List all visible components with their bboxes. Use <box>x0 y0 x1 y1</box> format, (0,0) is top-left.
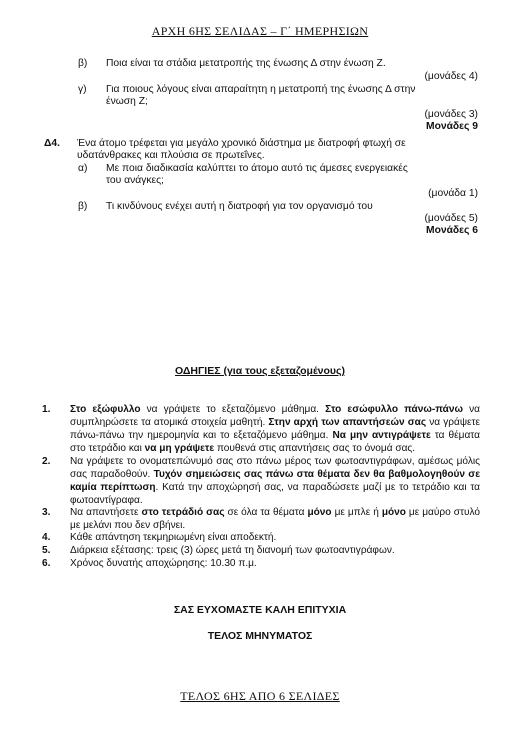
instruction-text-part: . Κατά την αποχώρησή σας, να παραδώσετε μαζί με το τετράδιο και τα φωτοαντίγραφα. <box>70 482 480 506</box>
end-of-message: ΤΕΛΟΣ ΜΗΝΥΜΑΤΟΣ <box>207 630 313 642</box>
instruction-text-part: μόνο <box>381 507 406 518</box>
instruction-text <box>70 455 480 507</box>
instruction-text-part: Να απαντήσετε <box>70 507 142 518</box>
d4-a-label: α) <box>78 163 88 174</box>
d4-b-label: β) <box>78 201 88 212</box>
instruction-text-part: Στο εξώφυλλο <box>70 404 141 415</box>
instruction-text-part: να συμπληρώσετε τα ατομικά στοιχεία μαθητή. <box>70 404 480 428</box>
instruction-text-part: με μαύρο στυλό με μελάνι που δεν σβήνει. <box>70 507 481 531</box>
instruction-text-part: με μπλε ή <box>331 507 382 518</box>
d4-a-text-2: του ανάγκες; <box>106 175 164 186</box>
question-c-text-1: Για ποιους λόγους είναι απαραίτητη η μετατροπή της ένωσης Δ στην <box>106 84 416 95</box>
instruction-text-part: Να μην αντιγράψετε <box>332 430 431 441</box>
instruction-text-part: να μη γράψετε <box>144 443 215 454</box>
instruction-number: 3. <box>42 507 51 518</box>
instruction-text-part: να γράψετε το εξεταζόμενο μάθημα. <box>140 404 326 415</box>
d4-b-text: Τι κινδύνους ενέχει αυτή η διατροφή για τον οργανισμό του <box>106 201 373 212</box>
instruction-number: 4. <box>42 532 51 543</box>
instruction-text-part: Στην αρχή των απαντήσεών σας <box>268 417 427 428</box>
d4-b-marks: (μονάδες 5) <box>424 213 478 224</box>
instruction-text-part: μόνο <box>307 507 332 518</box>
instruction-number: 5. <box>42 545 51 556</box>
question-c-label: γ) <box>78 84 87 95</box>
d4-text-2: υδατάνθρακες και πλούσια σε πρωτεΐνες. <box>77 150 265 161</box>
question-b-label: β) <box>78 58 88 69</box>
instruction-number: 1. <box>42 404 51 415</box>
instruction-text-part: Να γράψετε το ονοματεπώνυμό σας στο πάνω μέρος των φωτοαντιγράφων, αμέσως μόλις σας παραδοθούν. <box>70 456 480 480</box>
instruction-text-part: σε όλα τα θέματα <box>224 507 308 518</box>
instruction-text-part: στο τετράδιό σας <box>141 507 225 518</box>
instruction-text-part: πουθενά στις απαντήσεις σας το όνομά σας. <box>214 443 416 454</box>
page-footer: ΤΕΛΟΣ 6ΗΣ ΑΠΟ 6 ΣΕΛΙΔΕΣ <box>180 689 340 703</box>
question-b-marks: (μονάδες 4) <box>424 71 478 82</box>
d4-total-marks: Μονάδες 6 <box>426 225 478 236</box>
d4-a-marks: (μονάδα 1) <box>428 188 478 199</box>
d4-label: Δ4. <box>44 138 60 149</box>
instruction-text-part: Τυχόν σημειώσεις σας πάνω στα θέματα δεν θα βαθμολογηθούν σε καμία περίπτωση <box>70 469 480 493</box>
instruction-text-part: τα θέματα στο τετράδιο και <box>70 430 480 454</box>
d4-a-text-1: Με ποια διαδικασία καλύπτει το άτομο αυτό τις άμεσες ενεργειακές <box>106 163 408 174</box>
instruction-text-part: Χρόνος δυνατής αποχώρησης: 10.30 π.μ. <box>70 558 257 569</box>
instruction-text <box>70 531 480 544</box>
instruction-text-part: Κάθε απάντηση τεκμηριωμένη είναι αποδεκτή. <box>70 532 277 543</box>
instruction-text-part: Στο εσώφυλλο πάνω-πάνω <box>325 404 464 415</box>
instruction-number: 6. <box>42 558 51 569</box>
instruction-text-part: Διάρκεια εξέτασης: τρεις (3) ώρες μετά τη διανομή των φωτοαντιγράφων. <box>70 545 395 556</box>
instruction-number: 2. <box>42 456 51 467</box>
instruction-text <box>70 506 480 532</box>
good-luck-message: ΣΑΣ ΕΥΧΟΜΑΣΤΕ ΚΑΛΗ ΕΠΙΤΥΧΙΑ <box>173 604 347 616</box>
page-header: ΑΡΧΗ 6ΗΣ ΣΕΛΙΔΑΣ – Γ΄ ΗΜΕΡΗΣΙΩΝ <box>151 24 369 38</box>
question-c-text-2: ένωση Ζ; <box>106 96 148 107</box>
question-c-marks: (μονάδες 3) <box>424 109 478 120</box>
instruction-text <box>70 557 480 570</box>
instruction-text <box>70 403 480 455</box>
d4-text-1: Ένα άτομο τρέφεται για μεγάλο χρονικό διάστημα με διατροφή φτωχή σε <box>77 138 406 149</box>
instruction-text-part: να γράψετε πάνω-πάνω την ημερομηνία και το εξεταζόμενο μάθημα. <box>70 417 480 441</box>
question-b-text: Ποια είναι τα στάδια μετατροπής της ένωσης Δ στην ένωση Ζ. <box>106 58 386 69</box>
instructions-title: ΟΔΗΓΙΕΣ (για τους εξεταζομένους) <box>174 365 346 377</box>
instruction-text <box>70 544 480 557</box>
top-total-marks: Μονάδες 9 <box>426 121 478 132</box>
